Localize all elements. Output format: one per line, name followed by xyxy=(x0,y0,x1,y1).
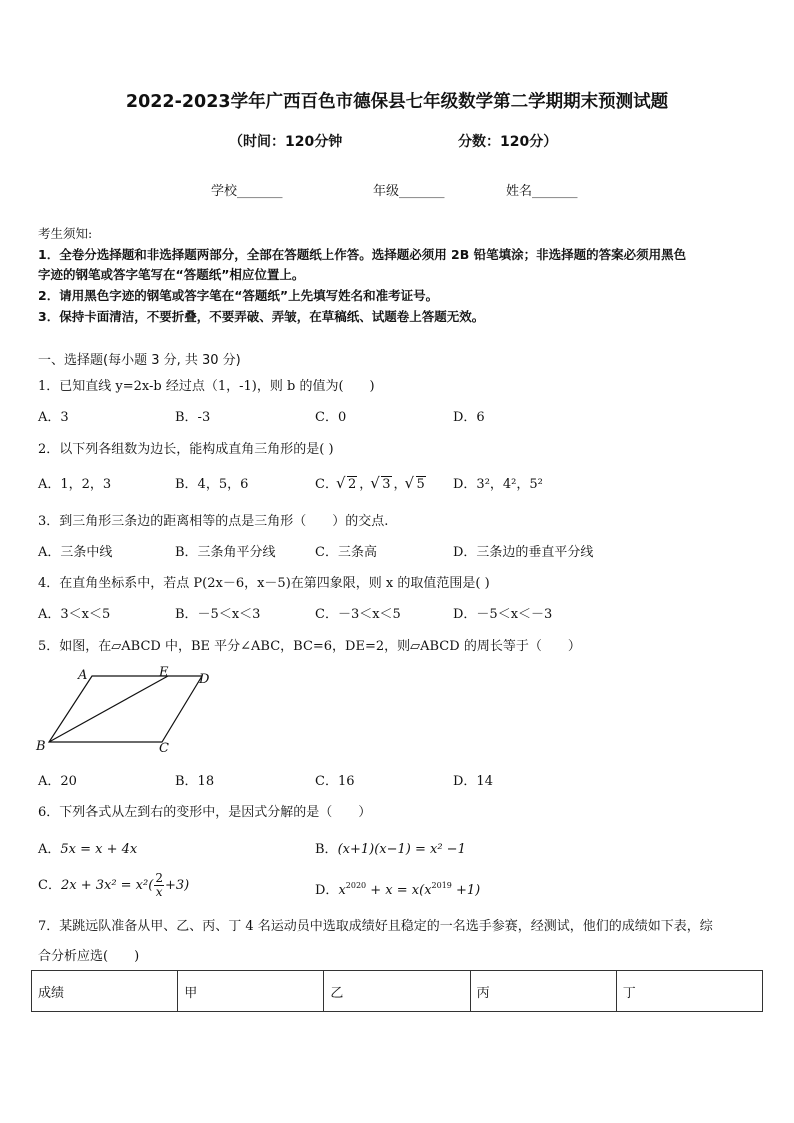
q4-option-d: D．－5＜x＜－3 xyxy=(453,607,553,622)
label-c: C xyxy=(159,741,169,756)
page-title: 2022-2023学年广西百色市德保县七年级数学第二学期期末预测试题 xyxy=(125,92,669,112)
q5-option-d: D．14 xyxy=(453,774,493,789)
exam-score: 分数：120分） xyxy=(458,134,558,150)
q4-option-a: A．3＜x＜5 xyxy=(38,607,111,622)
q6-option-b: B．(x+1)(x−1) = x² −1 xyxy=(315,842,466,857)
sqrt-3: √ 3 xyxy=(372,477,391,492)
q2-stem: 2．以下列各组数为边长，能构成直角三角形的是( ) xyxy=(38,442,334,457)
q7-stem-line-1: 7．某跳远队准备从甲、乙、丙、丁 4 名运动员中选取成绩好且稳定的一名选手参赛，经测试，他们的成绩如下表，综 xyxy=(38,919,713,934)
table-cell: 丁 xyxy=(616,971,762,1012)
q2-option-a: A．1，2，3 xyxy=(38,477,112,492)
notice-line-3: 3．保持卡面清洁，不要折叠，不要弄破、弄皱，在草稿纸、试题卷上答题无效。 xyxy=(38,309,485,324)
q3-option-a: A．三条中线 xyxy=(38,545,113,560)
score-table xyxy=(31,970,763,1012)
q6-option-a: A．5x = x + 4x xyxy=(38,842,138,857)
label-a: A xyxy=(78,668,88,683)
sqrt-5: √ 5 xyxy=(407,477,426,492)
parallelogram-figure xyxy=(30,664,220,758)
q4-option-c: C．－3＜x＜5 xyxy=(315,607,401,622)
q5-option-b: B．18 xyxy=(175,774,215,789)
table-cell: 乙 xyxy=(324,971,470,1012)
q5-stem: 5．如图，在▱ABCD 中，BE 平分∠ABC，BC=6，DE=2，则▱ABCD 的周长等于（ ） xyxy=(38,639,581,654)
q1-stem: 1．已知直线 y=2x-b 经过点（1，-1)，则 b 的值为( ) xyxy=(38,379,375,394)
notice-line-2: 2．请用黑色字迹的钢笔或答字笔在“答题纸”上先填写姓名和准考证号。 xyxy=(38,288,439,303)
section-heading: 一、选择题(每小题 3 分, 共 30 分) xyxy=(38,353,241,368)
q3-stem: 3．到三角形三条边的距离相等的点是三角形（ ）的交点. xyxy=(38,514,389,529)
q4-stem: 4．在直角坐标系中，若点 P(2x－6，x－5)在第四象限，则 x 的取值范围是( ) xyxy=(38,576,490,591)
label-b: B xyxy=(36,739,46,754)
school-field: 学校_______ xyxy=(211,184,283,199)
table-row xyxy=(32,971,763,1012)
label-e: E xyxy=(159,665,169,680)
q5-option-a: A．20 xyxy=(38,774,77,789)
q1-option-d: D．6 xyxy=(453,410,485,425)
q2-option-d: D．3²，4²，5² xyxy=(453,477,543,492)
sqrt-2: √ 2 xyxy=(338,477,357,492)
segment-be xyxy=(49,676,168,742)
q1-option-a: A．3 xyxy=(38,410,69,425)
q7-stem-line-2: 合分析应选( ) xyxy=(38,949,140,964)
table-cell: 丙 xyxy=(470,971,616,1012)
grade-field: 年级_______ xyxy=(373,184,445,199)
notice-heading: 考生须知: xyxy=(38,226,93,241)
q4-option-b: B．－5＜x＜3 xyxy=(175,607,261,622)
name-field: 姓名_______ xyxy=(506,184,578,199)
q2-option-b: B．4，5，6 xyxy=(175,477,249,492)
q6-stem: 6．下列各式从左到右的变形中，是因式分解的是（ ） xyxy=(38,805,372,820)
q1-option-b: B．-3 xyxy=(175,410,211,425)
q3-option-b: B．三条角平分线 xyxy=(175,545,276,560)
fraction-2-over-x: $\frac{2}{x}$ xyxy=(155,871,163,899)
notice-line-1b: 字迹的钢笔或答字笔写在“答题纸”相应位置上。 xyxy=(38,267,305,282)
q3-option-d: D．三条边的垂直平分线 xyxy=(453,545,594,560)
q2-option-c-label: C． xyxy=(315,477,338,492)
q5-option-c: C．16 xyxy=(315,774,355,789)
label-d: D xyxy=(199,672,210,687)
q3-option-c: C．三条高 xyxy=(315,545,377,560)
table-cell: 成绩 xyxy=(32,971,178,1012)
q6-option-c: C．2x + 3x² = x²( $\frac{2}{x}$ +3) xyxy=(38,871,190,899)
notice-line-1: 1．全卷分选择题和非选择题两部分，全部在答题纸上作答。选择题必须用 2B 铅笔填涂；非选择题的答案必须用黑色 xyxy=(38,247,687,262)
q2-option-c: C．√ 2 ，√ 3 ，√ 5 xyxy=(315,473,428,492)
parallelogram-abcd xyxy=(49,676,202,742)
q1-option-c: C．0 xyxy=(315,410,347,425)
exam-time: （时间：120分钟 xyxy=(229,134,343,150)
table-cell: 甲 xyxy=(178,971,324,1012)
q6-option-d: D．$x^{2020} + x = x(x^{2019} +1)$ xyxy=(315,881,481,898)
